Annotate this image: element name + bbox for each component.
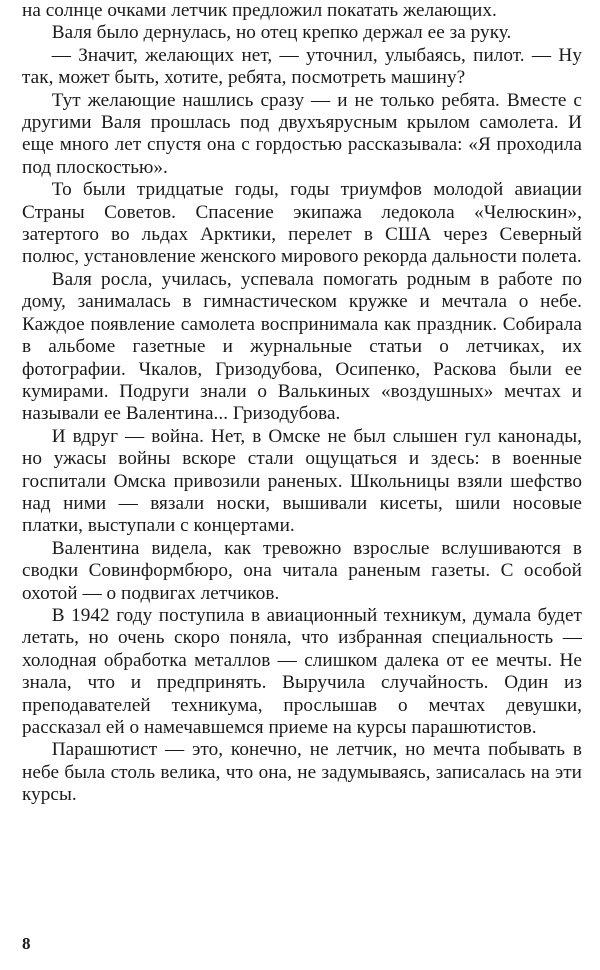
paragraph-1942: В 1942 году поступила в авиационный техникум, думала будет летать, но очень скоро поняла, что избранная специальность — холодная обработка металлов — слишком далека от ее мечты. Не знала, что и предпринять. Выручила случайность. Один из преподавателей техникума, прослышав о мечтах девушки, рассказал ей о намечавшемся приеме на курсы парашютистов. — [22, 604, 582, 738]
paragraph-valya-grew: Валя росла, училась, успевала помогать родным в работе по дому, занималась в гимнастическом кружке и мечтала о небе. Каждое появление самолета воспринимала как праздник. Собирала в альбоме газетные и журнальные статьи о летчиках, их фотографии. Чкалов, Гризодубова, Осипенко, Раскова были ее кумирами. Подруги знали о Валькиных «воздушных» мечтах и называли ее Валентина... Гризодубова. — [22, 268, 582, 425]
paragraph-pilot-dialogue: — Значит, желающих нет, — уточнил, улыбаясь, пилот. — Ну так, может быть, хотите, ребята, посмотреть машину? — [22, 44, 582, 89]
paragraph-war: И вдруг — война. Нет, в Омске не был слышен гул канонады, но ужасы войны вскоре стали ощущаться и здесь: в военные госпитали Омска привозили раненых. Школьницы взяли шефство над ними — вязали носки, вышивали кисеты, шили носовые платки, выступали с концертами. — [22, 425, 582, 537]
book-page-text — [22, 0, 582, 807]
paragraph-sovinformburo: Валентина видела, как тревожно взрослые вслушиваются в сводки Совинформбюро, она читала раненым газеты. С особой охотой — о подвигах летчиков. — [22, 537, 582, 604]
paragraph-wing: Тут желающие нашлись сразу — и не только ребята. Вместе с другими Валя прошлась под двухъярусным крылом самолета. И еще много лет спустя она с гордостью рассказывала: «Я проходила под плоскостью». — [22, 89, 582, 178]
paragraph-thirties: То были тридцатые годы, годы триумфов молодой авиации Страны Советов. Спасение экипажа ледокола «Челюскин», затертого во льдах Арктики, перелет в США через Северный полюс, установление женского мирового рекорда дальности полета. — [22, 179, 582, 268]
page-number: 8 — [22, 934, 31, 953]
paragraph-parachutist: Парашютист — это, конечно, не летчик, но мечта побывать в небе была столь велика, что она, не задумываясь, записалась на эти курсы. — [22, 739, 582, 806]
paragraph-continuation: на солнце очками летчик предложил покатать желающих. — [22, 0, 497, 21]
paragraph-valya-hand: Валя было дернулась, но отец крепко держал ее за руку. — [51, 22, 512, 44]
